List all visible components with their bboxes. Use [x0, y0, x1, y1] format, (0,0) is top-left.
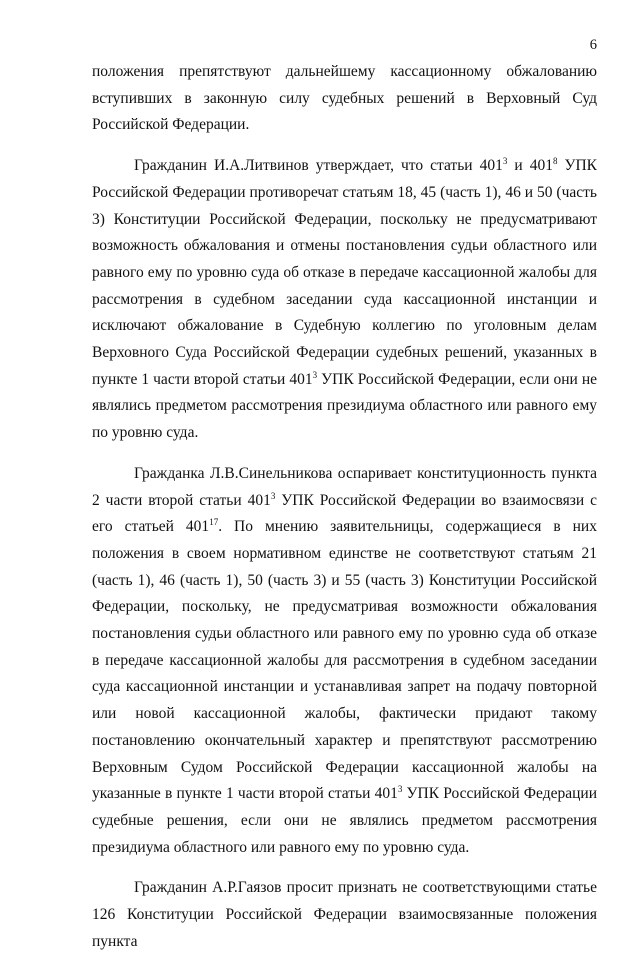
paragraph-text: . По мнению заявительницы, содержащиеся в них положения в своем нормативном единстве не соответствуют статьям 21 (часть 1), 46 (часть 1), 50 (часть 3) и 55 (часть 3) Конституции Российской Федерации, поскольку, не предусматривая возможности обжалования постановления судьи областного или равного ему по уровню суда об отказе в передаче кассационной жалобы для рассмотрения в судебном заседании суда кассационной инстанции и устанавливая запрет на подачу повторной или новой кассационной жалобы, фактически придают такому постановлению окончательный характер и препятствуют рассмотрению Верховным Судом Российской Федерации кассационной жалобы на указанные в пункте 1 части второй статьи 401 [92, 518, 597, 803]
superscript: 3 [270, 490, 276, 501]
superscript: 3 [502, 156, 508, 167]
superscript: 8 [552, 156, 558, 167]
paragraph-text: Гражданин И.А.Литвинов утверждает, что статьи 401 [134, 157, 503, 175]
paragraph-text: Гражданка Л.В.Синельникова оспаривает конституционность пункта 2 части второй статьи 401 [92, 464, 597, 509]
paragraph-text: и 401 [507, 157, 553, 175]
paragraph-litvinov [92, 153, 597, 447]
superscript: 17 [209, 517, 219, 528]
paragraph-text: УПК Российской Федерации, если они не являлись предметом рассмотрения президиума областного или равного ему по уровню суда. [92, 370, 597, 442]
superscript: 3 [397, 784, 403, 795]
paragraph-text: УПК Российской Федерации судебные решения, если они не являлись предметом рассмотрения президиума областного или равного ему по уровню суда. [92, 785, 597, 856]
superscript: 3 [312, 369, 318, 380]
paragraph-sinelnikova [92, 461, 597, 862]
page-number: 6 [589, 37, 597, 53]
paragraph-text: УПК Российской Федерации противоречат статьям 18, 45 (часть 1), 46 и 50 (часть 3) Конституции Российской Федерации, поскольку не предусматривают возможность обжалования и отмены постановления судьи областного или равного ему по уровню суда об отказе в передаче кассационной жалобы для рассмотрения в судебном заседании суда кассационной инстанции и исключают обжалование в Судебную коллегию по уголовным делам Верховного Суда Российской Федерации судебных решений, указанных в пункте 1 части второй статьи 401 [92, 157, 598, 388]
paragraph-gayazov: Гражданин А.Р.Гаязов просит признать не соответствующими статье 126 Конституции Российской Федерации взаимосвязанные положения пункта [92, 879, 597, 950]
paragraph-continuation: положения препятствуют дальнейшему кассационному обжалованию вступивших в законную силу судебных решений в Верховный Суд Российской Федерации. [92, 63, 597, 134]
paragraph-text: УПК Российской Федерации во взаимосвязи с его статьей 401 [92, 491, 597, 536]
document-body [92, 59, 597, 956]
